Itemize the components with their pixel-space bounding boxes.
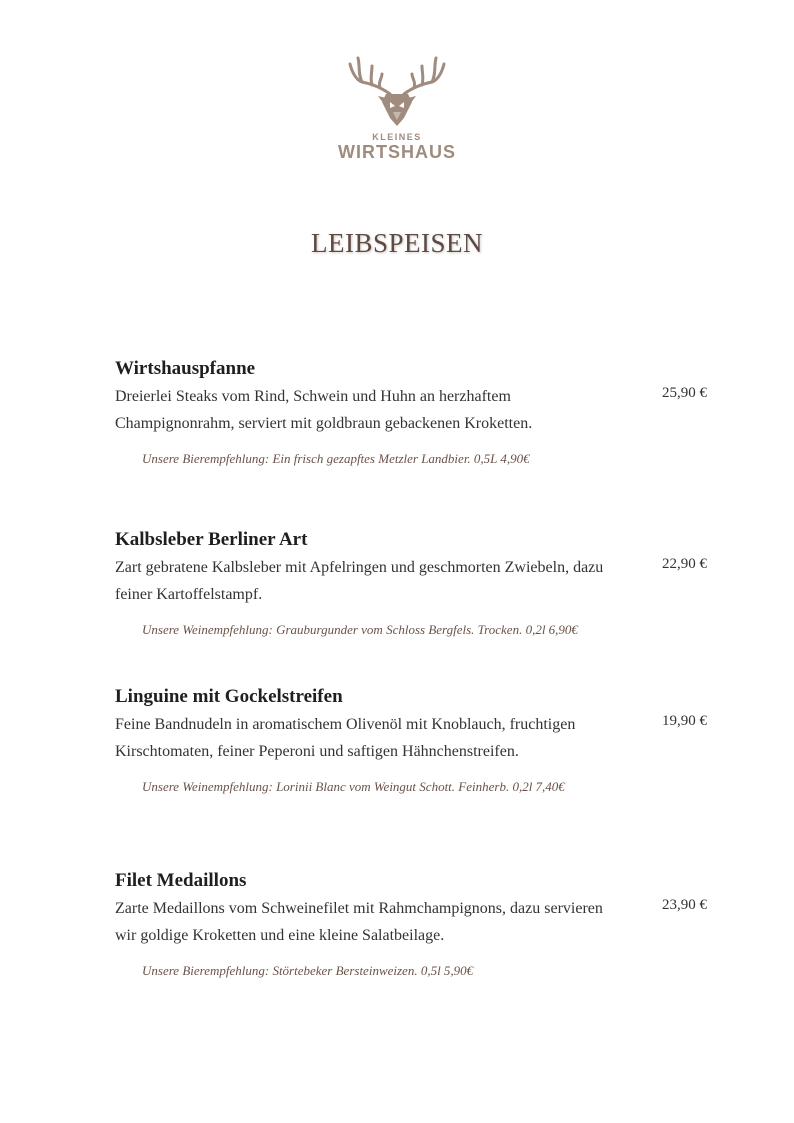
item-name: Filet Medaillons (115, 870, 247, 891)
item-recommendation: Unsere Weinempfehlung: Lorinii Blanc vom Weingut Schott. Feinherb. 0,2l 7,40€ (142, 779, 565, 794)
item-description: Feine Bandnudeln in aromatischem Olivenöl mit Knoblauch, fruchtigen Kirschtomaten, feiner Peperoni und saftigen Hähnchenstreifen. (115, 716, 576, 760)
stag-antlers-icon (342, 52, 452, 132)
page-title: LEIBSPEISEN (310, 228, 483, 258)
item-price: 25,90 € (662, 385, 707, 401)
item-name: Kalbsleber Berliner Art (115, 529, 308, 550)
item-name: Linguine mit Gockelstreifen (115, 686, 343, 707)
item-price: 23,90 € (662, 897, 707, 913)
menu-item-linguine (115, 685, 715, 795)
item-recommendation: Unsere Bierempfehlung: Ein frisch gezapftes Metzler Landbier. 0,5L 4,90€ (142, 451, 530, 466)
item-recommendation: Unsere Weinempfehlung: Grauburgunder vom Schloss Bergfels. Trocken. 0,2l 6,90€ (142, 622, 578, 637)
menu-item-filet-medaillons (115, 869, 715, 979)
item-description: Zart gebratene Kalbsleber mit Apfelringen und geschmorten Zwiebeln, dazu feiner Kartoffelstampf. (115, 559, 604, 603)
item-description: Dreierlei Steaks vom Rind, Schwein und Huhn an herzhaftem Champignonrahm, serviert mit goldbraun gebackenen Kroketten. (115, 388, 533, 432)
logo (0, 52, 794, 162)
item-price: 22,90 € (662, 556, 707, 572)
menu-item-wirtshauspfanne (115, 357, 715, 467)
item-recommendation: Unsere Bierempfehlung: Störtebeker Bersteinweizen. 0,5l 5,90€ (142, 963, 474, 978)
logo-text-small: KLEINES (372, 132, 422, 142)
item-price: 19,90 € (662, 713, 707, 729)
item-description: Zarte Medaillons vom Schweinefilet mit Rahmchampignons, dazu servieren wir goldige Kroketten und eine kleine Salatbeilage. (115, 900, 603, 944)
item-name: Wirtshauspfanne (115, 358, 256, 379)
menu-item-kalbsleber (115, 528, 715, 638)
logo-text-big: WIRTSHAUS (338, 142, 456, 162)
